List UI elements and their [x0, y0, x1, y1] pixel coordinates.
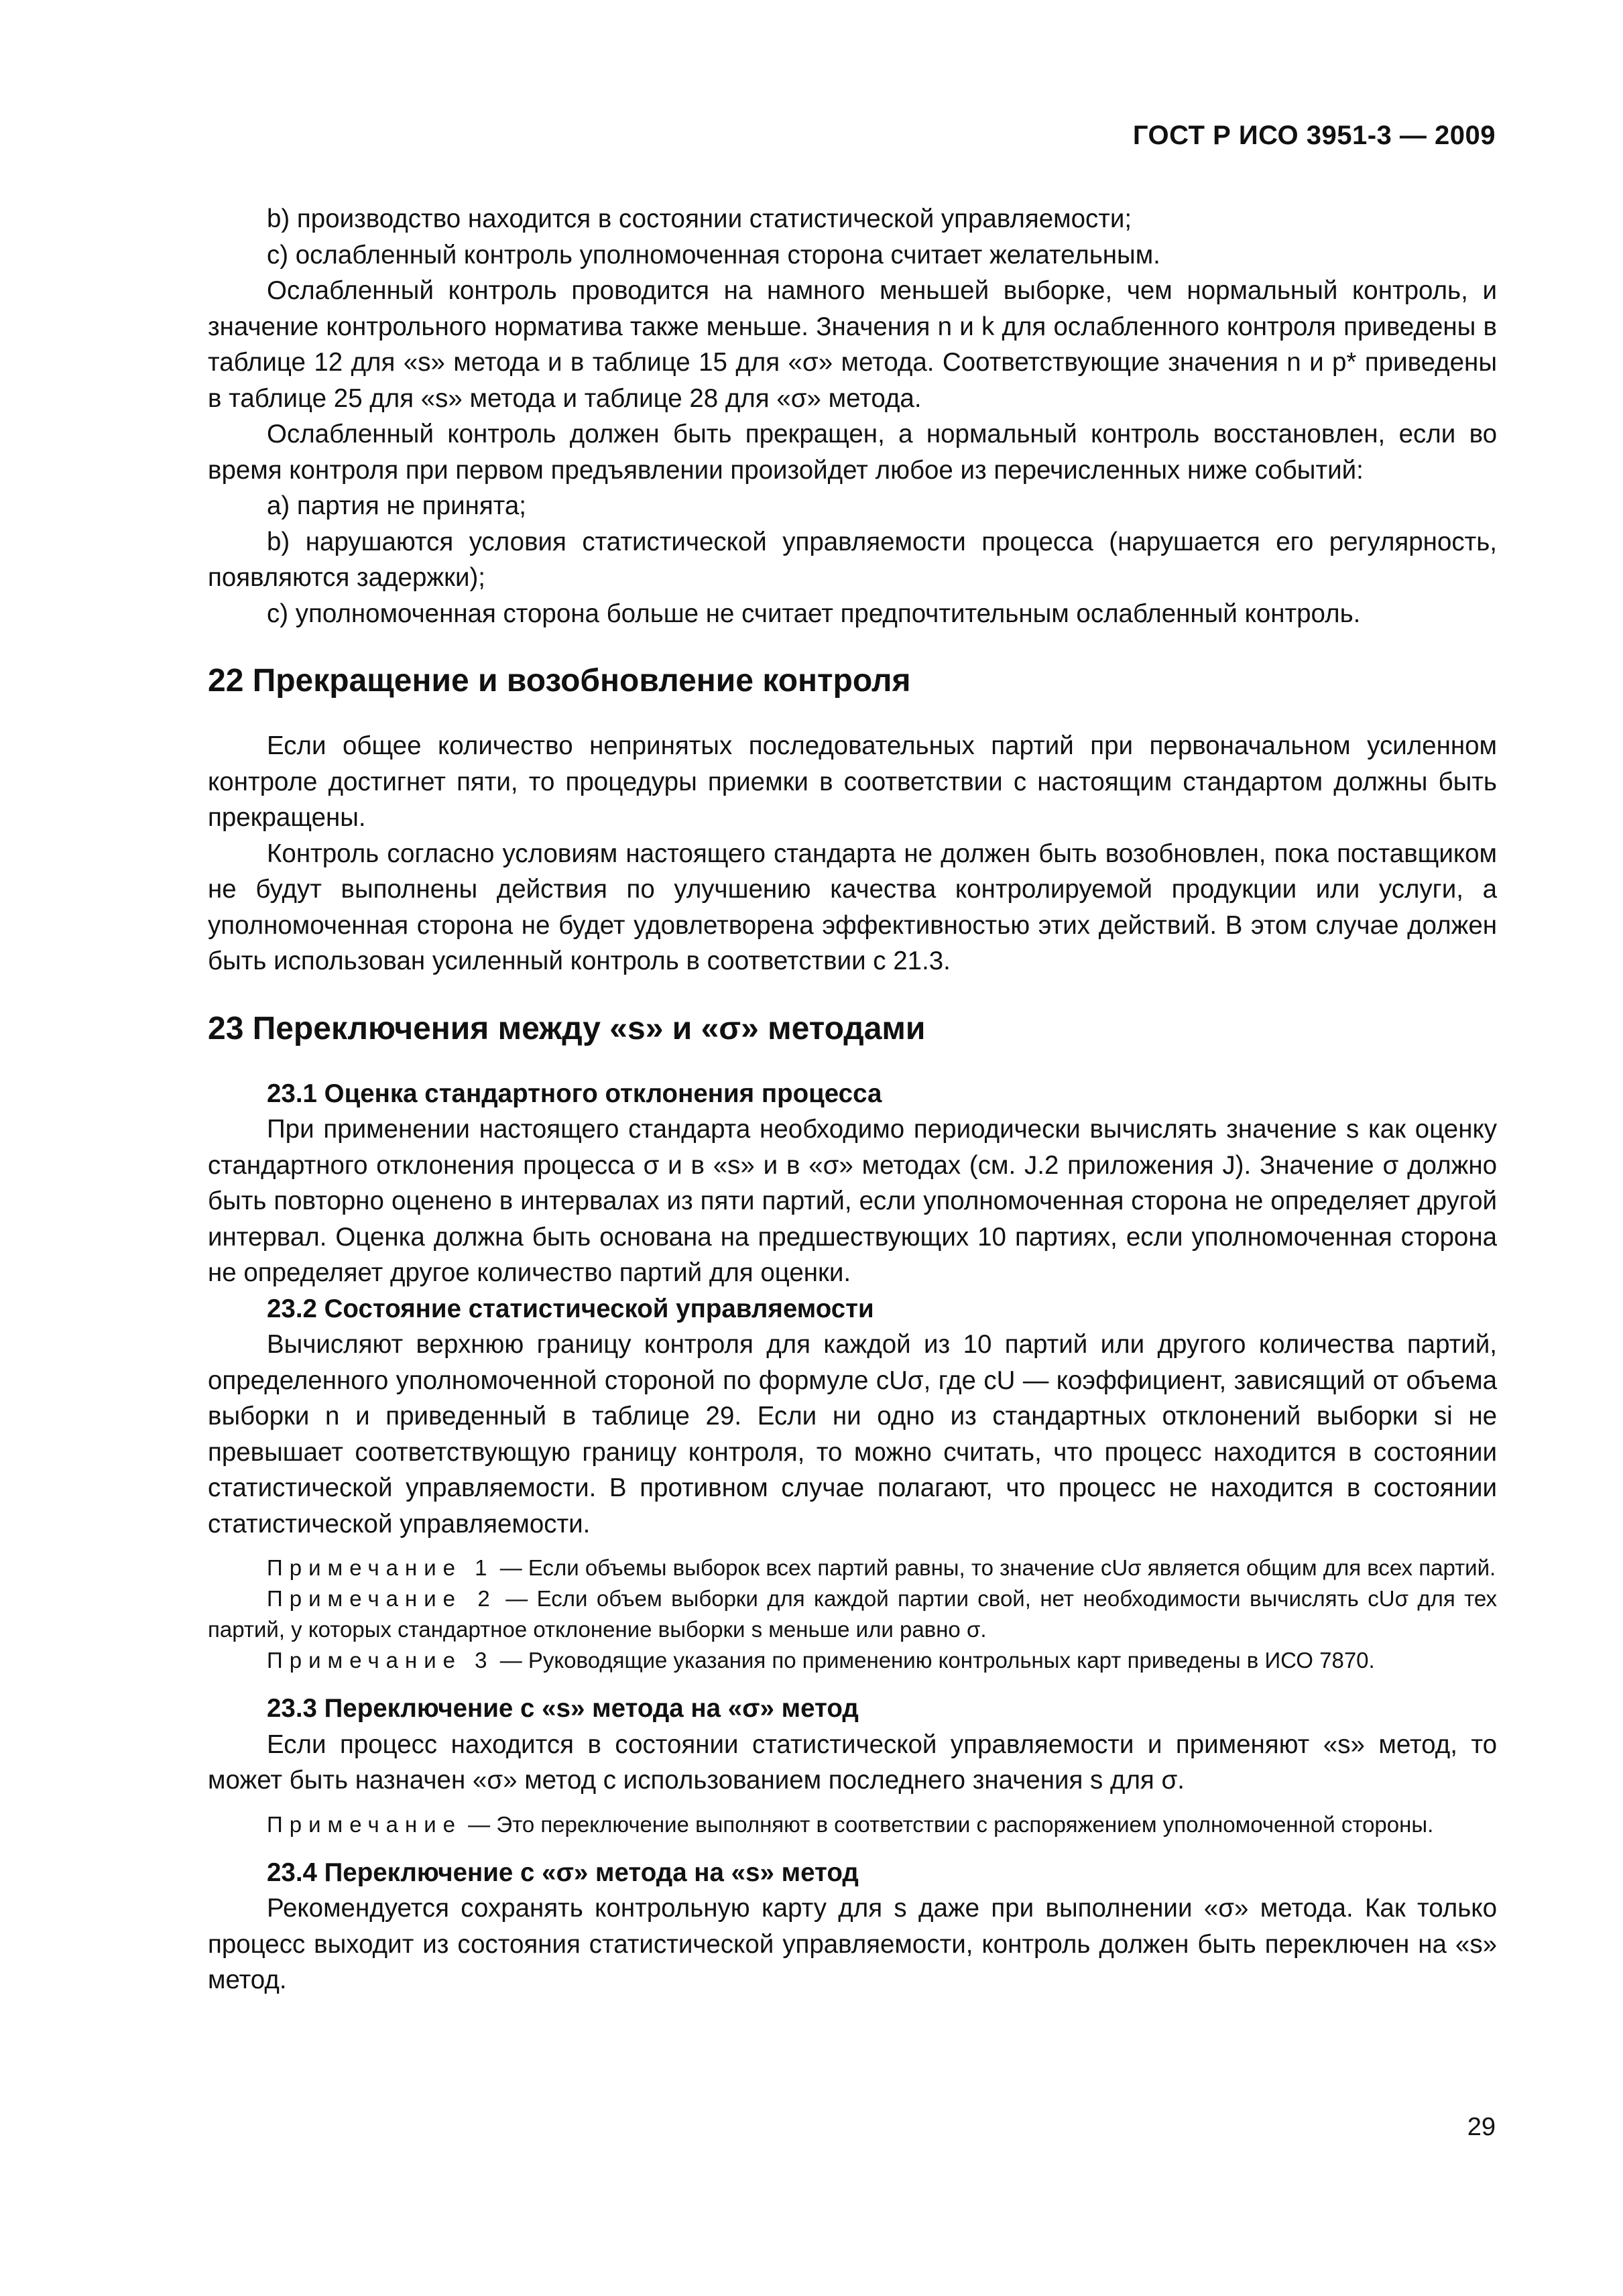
subsection-23-4-title: 23.4 Переключение с «σ» метода на «s» метод [267, 1858, 859, 1887]
note-23-3-text: — Это переключение выполняют в соответствии с распоряжением уполномоченной стороны. [462, 1811, 1434, 1837]
note-2 [208, 1583, 1497, 1645]
intro-list-a: a) партия не принята; [267, 491, 526, 520]
document-header: ГОСТ Р ИСО 3951-3 — 2009 [1132, 121, 1496, 150]
note-1-text: — Если объемы выборок всех партий равны, то значение cUσ является общим для всех партий. [493, 1555, 1496, 1580]
subsection-23-3-text: Если процесс находится в состоянии статистической управляемости и применяют «s» метод, то может быть назначен «σ» метод с использованием последнего значения s для σ. [208, 1730, 1497, 1795]
note-3 [208, 1645, 1497, 1676]
note-3-label: Примечание 3 [267, 1648, 494, 1673]
section-22-title: 22 Прекращение и возобновление контроля [208, 663, 911, 699]
note-23-3 [208, 1809, 1497, 1840]
note-1-label: Примечание 1 [267, 1555, 494, 1580]
subsection-23-2-title: 23.2 Состояние статистической управляемости [267, 1294, 874, 1323]
note-23-3-label: Примечание [267, 1811, 463, 1837]
note-2-text: — Если объем выборки для каждой партии свой, нет необходимости вычислять cUσ для тех партий, у которых стандартное отклонение выборки s меньше или равно σ. [208, 1586, 1498, 1642]
note-2-label: Примечание 2 [267, 1586, 497, 1611]
subsection-23-4-text: Рекомендуется сохранять контрольную карту для s даже при выполнении «σ» метода. Как только процесс выходит из состояния статистической управляемости, контроль должен быть переключен на «s» метод. [208, 1894, 1497, 1994]
section-22-para-2: Контроль согласно условиям настоящего стандарта не должен быть возобновлен, пока поставщиком не будут выполнены действия по улучшению качества контролируемой продукции или услуги, а уполномоченная сторона не будет удовлетворена эффективностью этих действий. В этом случае должен быть использован усиленный контроль в соответствии с 21.3. [208, 839, 1497, 975]
intro-para-stop: Ослабленный контроль должен быть прекращен, а нормальный контроль восстановлен, если во время контроля при первом предъявлении произойдет любое из перечисленных ниже событий: [208, 420, 1497, 485]
intro-list-b: b) нарушаются условия статистической управляемости процесса (нарушается его регулярность, появляются задержки); [208, 527, 1497, 592]
section-22-para-1: Если общее количество непринятых последовательных партий при первоначальном усиленном контроле достигнет пяти, то процедуры приемки в соответствии с настоящим стандартом должны быть прекращены. [208, 731, 1497, 832]
note-3-text: — Руководящие указания по применению контрольных карт приведены в ИСО 7870. [493, 1648, 1375, 1673]
page-content [208, 201, 1497, 1998]
section-23-title: 23 Переключения между «s» и «σ» методами [208, 1010, 926, 1046]
intro-list-c: c) уполномоченная сторона больше не считает предпочтительным ослабленный контроль. [267, 599, 1361, 628]
intro-line-c: c) ослабленный контроль уполномоченная сторона считает желательным. [267, 240, 1160, 269]
note-1 [208, 1553, 1497, 1583]
subsection-23-1-title: 23.1 Оценка стандартного отклонения процесса [267, 1079, 882, 1108]
subsection-23-3-title: 23.3 Переключение с «s» метода на «σ» метод [267, 1694, 859, 1723]
intro-para-reduced: Ослабленный контроль проводится на намного меньшей выборке, чем нормальный контроль, и значение контрольного норматива также меньше. Значения n и k для ослабленного контроля приведены в таблице 12 для «s» метода и в таблице 15 для «σ» метода. Соответствующие значения n и p* приведены в таблице 25 для «s» метода и таблице 28 для «σ» метода. [208, 276, 1497, 413]
subsection-23-1-text: При применении настоящего стандарта необходимо периодически вычислять значение s как оценку стандартного отклонения процесса σ и в «s» и в «σ» методах (см. J.2 приложения J). Значение σ должно быть повторно оценено в интервалах из пяти партий, если уполномоченная сторона не определяет другой интервал. Оценка должна быть основана на предшествующих 10 партиях, если уполномоченная сторона не определяет другое количество партий для оценки. [208, 1115, 1497, 1287]
page-number: 29 [1467, 2113, 1496, 2141]
subsection-23-2-text: Вычисляют верхнюю границу контроля для каждой из 10 партий или другого количества партий, определенного уполномоченной стороной по формуле cUσ, где cU — коэффициент, зависящий от объема выборки n и приведенный в таблице 29. Если ни одно из стандартных отклонений выборки si не превышает соответствующую границу контроля, то можно считать, что процесс находится в состоянии статистической управляемости. В противном случае полагают, что процесс не находится в состоянии статистической управляемости. [208, 1330, 1497, 1538]
intro-line-b: b) производство находится в состоянии статистической управляемости; [267, 204, 1132, 233]
